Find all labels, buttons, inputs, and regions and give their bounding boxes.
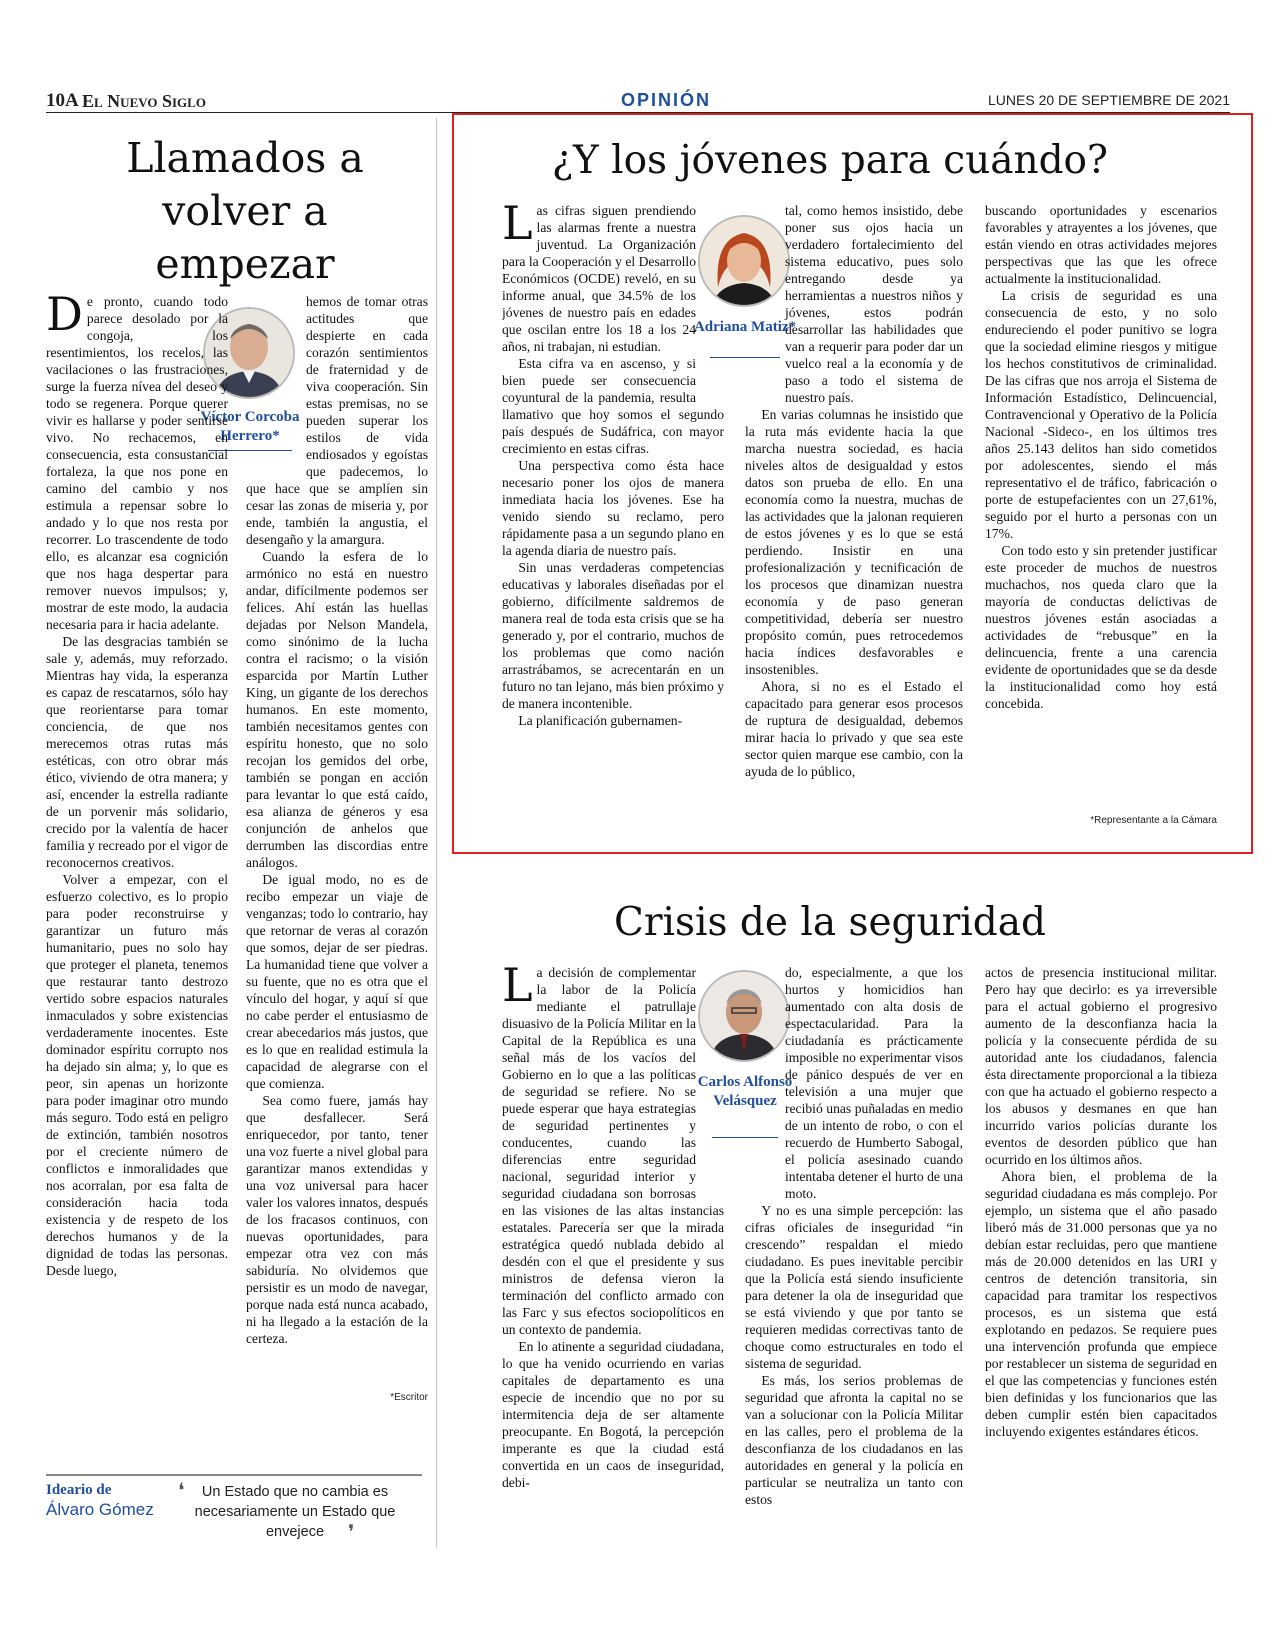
photo-wrap-spacer: [745, 964, 785, 1186]
dropcap: D: [46, 293, 83, 341]
paragraph: Esta cifra va en ascenso, y si bien puede ser consecuencia coyuntural de la pandemia, resulta llamativo que hoy somos el segundo país después de Sudáfrica, con mayor crecimiento en estas cifras.: [502, 356, 724, 456]
photo-wrap-spacer: [745, 202, 785, 392]
paragraph: actos de presencia institucional militar. Pero hay que decirlo: es ya irreversible para el actual gobierno el progresivo aumento de la desconfianza hacia la policía y la consecuente pérdida de su autoridad ante los ciudadanos, falencia ésta directamente proporcional a la tibieza con que ha actuado el gobierno respecto a los abusos y desmanes en que han incurrido varios policías durante los eventos de desorden público que han ocurrido en los últimos años.: [985, 965, 1217, 1167]
ideario-author: Álvaro Gómez: [46, 1500, 154, 1519]
paragraph: do, especialmente, a que los hurtos y homicidios han aumentado con alta dosis de espectacularidad. Para la ciudadanía es prácticamente imposible no experimentar visos de pánico después de ver en televisión a una mujer que recibió unas puñaladas en medio de un intento de robo, o con el recuerdo de Humberto Sabogal, el policía asesinado cuando intentaba detener el hurto de una moto.: [785, 965, 963, 1201]
newspaper-name: El Nuevo Siglo: [82, 91, 206, 111]
paragraph: La planificación gubernamen-: [518, 713, 683, 728]
paragraph: Una perspectiva como ésta hace necesario poner los ojos de manera inmediata hacia los jóvenes. Ese ha venido siendo su reclamo, pero rápidamente pasa a un segundo plano en la agenda diaria de nuestro país.: [502, 458, 724, 558]
author-name-bottom: Carlos Alfonso Velásquez: [697, 1074, 793, 1109]
column-divider: [436, 118, 437, 1548]
masthead: [46, 90, 1230, 113]
paragraph: buscando oportunidades y escenarios favorables y atrayentes a los jóvenes, que están viendo en otras actividades mejores perspectivas que las que les ofrece actualmente la institucionalidad.: [985, 203, 1217, 286]
paragraph: tal, como hemos insistido, debe poner sus ojos hacia un verdadero fortalecimiento del sistema educativo, pues solo entregando desde ya herramientas a nuestros niños y jóvenes, estos podrán desarrollar las habilidades que van a requerir para poder dar un vuelco real a la economía y de paso a todo el sistema de nuestro país.: [785, 203, 963, 405]
article-top-col-3: [985, 202, 1217, 802]
close-quote-icon: ❜: [348, 1520, 355, 1544]
dropcap: L: [502, 964, 533, 1012]
article-bottom-right-title: Crisis de la seguridad: [614, 900, 1046, 945]
article-left-title: Llamados a volver a empezar: [126, 134, 364, 288]
paragraph: En lo atinente a seguridad ciudadana, lo que ha venido ocurriendo en varias capitales de departamento es una especie de incendio que no por su intermitencia deja de ser altamente preocupante. En Bogotá, la percepción imperante es que la ciudad está convertida en un caos de inseguridad, debi-: [502, 1339, 724, 1490]
author-name-top: Adriana Matiz*: [693, 319, 797, 335]
article-bottom-col-1: [502, 964, 724, 1544]
open-quote-icon: ❛: [178, 1478, 185, 1502]
paragraph: De las desgracias también se sale y, además, muy reforzado. Mientras hay vida, la esperanza es capaz de rescatarnos, sólo hay que reorientarse para tomar conciencia, de que nos merecemos otras rutas más estéticas, con otro obrar más ético, viviendo de otra manera; y así, encender la estrella radiante de un porvenir más solidario, crecido por la valentía de hacer familia y recreado por el vigor de reconocernos creativos.: [46, 634, 228, 870]
article-top-right-title: ¿Y los jóvenes para cuándo?: [552, 138, 1108, 183]
article-left-col-2: [246, 293, 428, 1389]
page-number: 10A: [46, 90, 79, 111]
author-name-left: Víctor Corcoba Herrero*: [200, 409, 300, 444]
ideario-label: Ideario de: [46, 1482, 112, 1498]
paragraph: Cuando la esfera de lo armónico no está en nuestro andar, difícilmente podemos ser felices. Ahí están las huellas dejadas por Nelson Mandela, como sinónimo de la lucha contra el racismo; o la visión esparcida por Martín Luther King, un gigante de los derechos humanos. En este momento, también necesitamos gentes con espíritu honesto, que no solo recojan los gemidos del orbe, también se pongan en acción para levantar lo que está caído, esa alianza de géneros y esa conjunción de anhelos que derrumben las discordias entre análogos.: [246, 549, 428, 870]
paragraph: hemos de tomar otras actitudes que despierte en cada corazón sentimientos de fraternidad y de viva cooperación. Sin estas premisas, no se pueden superar los estilos de vida endiosados y egoístas que padecemos, lo que hace que se amplíen sin cesar las zonas de miseria y, por ende, también la angustia, el desengaño y la amargura.: [246, 294, 428, 547]
photo-wrap-spacer: [696, 964, 724, 1186]
ideario-quote: Un Estado que no cambia es necesariamente un Estado que envejece: [194, 1484, 396, 1540]
paragraph: Ahora, si no es el Estado el capacitado para generar esos procesos de ruptura de desigualdad, debemos mirar hacia lo privado y que sea este sector quien marque ese cambio, con la ayuda de lo público,: [745, 679, 963, 779]
paragraph: De igual modo, no es de recibo empezar un viaje de venganzas; todo lo contrario, hay que retornar de veras al corazón que somos, dejar de ser piedras. La humanidad tiene que volver a su fuente, que no es otra que el vínculo del hogar, y aquí sí que no cabe perder el entusiasmo de crear abecedarios más justos, que es lo que en realidad estimula la capacidad de alegrarse con el que comienza.: [246, 872, 428, 1091]
footnote-top: *Representante a la Cámara: [1090, 815, 1217, 826]
paragraph: as cifras siguen prendiendo las alarmas frente a nuestra juventud. La Organización para la Cooperación y el Desarrollo Económicos (OCDE) reveló, en su informe anual, que 34.5% de los jóvenes de nuestro país en edades que oscilan entre los 18 a los 24 años, ni trabajan, ni estudian.: [502, 203, 696, 354]
article-left-col-1: [46, 293, 228, 1389]
paragraph: La crisis de seguridad es una consecuencia de esto, y no solo endureciendo el poder punitivo se logra que la sociedad elimine riesgos y mitigue los hechos constitutivos de criminalidad. De las cifras que nos arroja el Sistema de Información Estadístico, Delincuencial, Contravencional y Operativo de la Policía Nacional -Sideco-, en los últimos tres años 25.143 delitos han sido cometidos por adolescentes, siendo el más representativo el de tráfico, fabricación o porte de estupefacientes con un 27,61%, seguido por el hurto a personas con un 17%.: [985, 288, 1217, 541]
paragraph: Sin unas verdaderas competencias educativas y laborales diseñadas por el gobierno, difícilmente saldremos de manera real de toda esta crisis que se ha generado y, por el contrario, muchos de los problemas que como nación arrastrábamos, se acrecentarán en un futuro no tan lejano, más bien próximo y de manera incontenible.: [502, 560, 724, 711]
paragraph: Volver a empezar, con el esfuerzo colectivo, es lo propio para poder reconstruirse y garantizar un futuro más humanitario, pues no solo hay que proteger el planeta, tenemos que restaurar tanto destrozo vertido sobre espacios naturales inmaculados y sobre existencias verdaderamente inocentes. Este dominador espíritu corrupto nos ha dejado sin alma; y, lo que es peor, sin apenas un horizonte para poder imaginar otro mundo más seguro. Todo está en peligro de extinción, también nosotros por el creciente número de conflictos e inmoralidades que nos acorralan, por esa falta de consideración hacia toda existencia y de respeto de los derechos humanos y de la dignidad de todas las personas. Desde luego,: [46, 872, 228, 1278]
article-bottom-col-3: [985, 964, 1217, 1544]
paragraph: En varias columnas he insistido que la ruta más evidente hacia la que marcha nuestra sociedad, es hacia niveles altos de desigualdad y estos datos son prueba de ello. En una economía como la nuestra, muchas de las actividades que la jalonan requieren de estos jóvenes y es lo que se está perdiendo. Insistir en una profesionalización y tecnificación de los procesos que dinamizan nuestra economía y de paso generan competitividad, debería ser nuestro propósito común, pues retrocedemos hacia índices desfavorables e insostenibles.: [745, 407, 963, 677]
article-top-col-1: [502, 202, 724, 827]
paragraph: Sea como fuere, jamás hay que desfallecer. Será enriquecedor, por tanto, tener una voz fuerte a nivel global para garantizar manos extendidas y una voz universal para hacer valer los valores innatos, después de los fracasos continuos, con nuevas oportunidades, para empezar otra vez con más sabiduría. No olvidemos que persistir es un modo de navegar, porque nada está nunca acabado, ni ha llegado a la estación de la certeza.: [246, 1093, 428, 1346]
quote-separator: [46, 1474, 422, 1476]
paragraph: Es más, los serios problemas de seguridad que afronta la capital no se van a solucionar con la Policía Militar en las calles, pero el problema de la desconfianza de los ciudadanos en las autoridades en general y la policía en particular se neutraliza un tanto con estos: [745, 1373, 963, 1507]
footnote-left: *Escritor: [390, 1392, 428, 1403]
photo-wrap-spacer: [696, 202, 724, 392]
article-top-col-2: [745, 202, 963, 827]
article-bottom-col-2: [745, 964, 963, 1544]
paragraph: Con todo esto y sin pretender justificar este proceder de muchos de nuestros muchachos, nos queda claro que la mayoría de conductas delictivas de nuestros jóvenes están asociadas a actividades de “rebusque” en la delincuencia, frente a una carencia evidente de oportunidades que se da desde la institucionalidad como hoy está concebida.: [985, 543, 1217, 711]
paragraph: a decisión de complementar la labor de la Policía mediante el patrullaje disuasivo de la Policía Militar en la Capital de la República es una señal más de los vacíos del Gobierno en lo que a las políticas de seguridad se refiere. No se puede esperar que haya estrategias de seguridad pertinentes y conducentes, cuando las diferencias entre seguridad nacional, seguridad interior y seguridad ciudadana son borrosas en las visiones de las altas instancias estatales. Parecería ser que la mirada estratégica quedó nublada debido al desdén con el que el presidente y sus ministros de defensa vieron la terminación del conflicto armado con las Farc y sus efectos sociopolíticos en un contexto de pandemia.: [502, 965, 724, 1337]
dropcap: L: [502, 202, 533, 250]
photo-wrap-spacer: [246, 293, 306, 465]
paragraph: Ahora bien, el problema de la seguridad ciudadana es más complejo. Por ejemplo, un sistema que el año pasado liberó más de 31.000 personas que ya no debían estar recluidas, pero que mantiene más de 20.000 detenidos en las URI y centros de detención transitoria, sin capacidad para tramitar los respectivos procesos, es un sistema que está explotando en pedazos. Se requiere pues una intervención profunda que empiece por restablecer un sistema de seguridad en el que las competencias y funciones estén bien definidas y los funcionarios que las deben cumplir estén bien capacitados incluyendo exigentes estándares éticos.: [985, 1169, 1217, 1439]
issue-date: LUNES 20 DE SEPTIEMBRE DE 2021: [988, 92, 1230, 108]
paragraph: e pronto, cuando todo parece desolado por la congoja, los resentimientos, los recelos, las vacilaciones o las frustraciones, surge la fuerza nívea del deseo y todo se regenera. Porque querer vivir es hallarse y poder sentirse vivo. No rechacemos, en consecuencia, esta consustancial fortaleza, la que nos pone en camino del cambio y nos estimula a repensar sobre lo andado y lo que nos resta por recorrer. Lo trascendente de todo ello, es alcanzar esa cognición que nos haga despertar para remover nuevos impulsos; y, mostrar de este modo, la audacia necesaria para ir hacia adelante.: [46, 294, 228, 632]
section-title: OPINIÓN: [620, 90, 711, 110]
paragraph: Y no es una simple percepción: las cifras oficiales de inseguridad “in crescendo” respaldan el miedo ciudadano. Es pues inevitable percibir que la Policía está siendo insuficiente para detener la ola de inseguridad que se está viviendo y que por tanto se requieren medidas correctivas tanto de choque como estructurales en todo el sistema de seguridad.: [745, 1203, 963, 1371]
